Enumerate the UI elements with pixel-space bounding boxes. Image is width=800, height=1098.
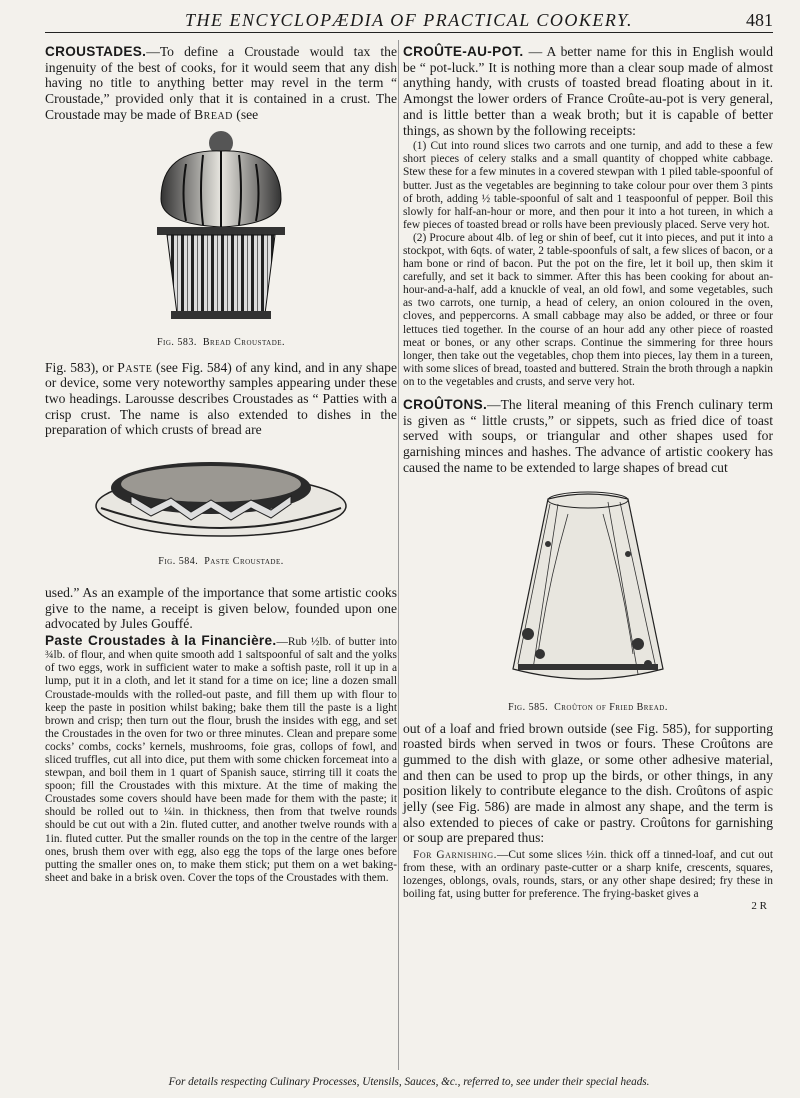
page-footer: For details respecting Culinary Processes, Utensils, Sauces, &c., referred to, see under their special heads.	[168, 1076, 650, 1088]
croute-receipt-1: (1) Cut into round slices two carrots and one turnip, and add to these a few short pieces of celery stalks and a small quantity of chopped white cabbage. Stew these for a few minutes in a covered stewpan with 1 piled table-spoonful of butter. Just as the vegetables are beginning to take colour pour over them 3 pints of broth, adding ½ table-spoonful of salt and 1 teaspoonful of pepper. Boil this slowly for half-an-hour or more, and then pour it into a hot tureen, in which a few pieces of toasted bread or rolls have been previously placed. Serve very hot.	[403, 140, 773, 231]
financiere-heading: Paste Croustades à la Financière.	[45, 633, 277, 649]
croustades-headword: CROUSTADES.	[45, 44, 147, 59]
croute-receipt-2: (2) Procure about 4lb. of leg or shin of beef, cut it into pieces, and put it into a stockpot, with 6qts. of water, 2 table-spoonfuls of salt, a few slices of bacon, or a ham bone or rind of bacon. Put the pot on the fire, let it boil up, then skim it carefully, and set it back to simmer. After this has been cooking for about an-hour-and-a-half, add a knuckle of veal, an old fowl, and some vegetables, such as two carrots, one turnip, a head of celery, an onion coloured in the oven, cloves, and peppercorns. A small cabbage may also be added, or three or four lettuces tied together. In the course of an hour add any other piece of roasted meat or bones, or any other scraps. Continue the simmering for three hours longer, then take out the vegetables, chop them into pieces, lay them in a tureen, with some slices of bread, toasted and buttered. Strain the broth through a napkin on to the vegetables and crusts, and serve very hot.	[403, 231, 773, 388]
figure-585-crouton	[403, 484, 773, 713]
page-number: 481	[746, 10, 773, 30]
bread-croustade-illustration	[131, 129, 311, 329]
signature-mark: 2 R	[751, 899, 767, 912]
left-column	[45, 44, 397, 885]
figure-584-caption: Fig. 584. Paste Croustade.	[158, 556, 284, 568]
figure-585-caption: Fig. 585. Croûton of Fried Bread.	[508, 701, 668, 713]
figure-584-paste-croustade	[45, 448, 397, 567]
column-rule	[398, 40, 399, 1070]
paste-croustade-illustration	[91, 448, 351, 548]
croustades-body: Fig. 583), or Paste (see Fig. 584) of any kind, and in any shape or device, some very noteworthy samples appearing under these two headings. Larousse describes Croustades as “ Patties with a crisp crust. The name is also extended to dishes in the preparation of which crusts of bread are	[45, 359, 397, 438]
right-column	[403, 44, 773, 912]
croute-au-pot-headword: CROÛTE-AU-POT.	[403, 44, 524, 59]
croustades-intro: CROUSTADES.—To define a Croustade would tax the ingenuity of the best of cooks, for it would seem that any dish having no title to anything better may revel in the term “ Croustade,” provided only that it is contained in a crust. The Croustade may be made of Bread (see	[45, 44, 397, 122]
crouton-illustration	[488, 484, 688, 694]
figure-583-bread-croustade	[45, 129, 397, 348]
croutons-headword: CROÛTONS.	[403, 397, 488, 412]
figure-583-caption: Fig. 583. Bread Croustade.	[156, 336, 286, 348]
garnishing-heading: For Garnishing.	[413, 849, 498, 862]
croutons-intro: CROÛTONS.—The literal meaning of this French culinary term is given as “ little crusts,” or sippets, such as fried dice of toast served with soups, or triangular and other shapes used for garnishing minces and hashes. The advance of artistic cookery has caused the name to be extended to large shapes of bread cut	[403, 397, 773, 475]
croute-au-pot-intro: CROÛTE-AU-POT. — A better name for this in English would be “ pot-luck.” It is nothing more than a clear soup made of almost anything handy, with crusts of toasted bread floating about in it. Amongst the lower orders of France Croûte-au-pot is very general, and is little better than a weak broth; but it is capable of better things, as shown by the following receipts:	[403, 44, 773, 138]
croutons-body: out of a loaf and fried brown outside (see Fig. 585), for supporting roasted birds when served in twos or fours. These Croûtons are gummed to the dish with glaze, or some other adhesive material, and then can be used to prop up the birds, or other things, in any position likely to contribute elegance to the dish. Croûtons of aspic jelly (see Fig. 586) are made in almost any shape, and the term is also extended to pieces of cake or pastry. Croûtons for garnishing or soup are prepared thus:	[403, 720, 773, 846]
financiere-recipe: Paste Croustades à la Financière.—Rub ½lb. of butter into ¾lb. of flour, and when quite smooth add 1 saltspoonful of salt and the yolks of two eggs, work in sufficient water to make a softish paste, roll it up in a lump, put it in a cloth, and let it stand for a time on ice; line a dozen small Croustade-moulds with the rolled-out paste, and fill them up with flour to keep the paste in position whilst baking; bake them till the paste is a light brown and crisp; then turn out the flour, brush the insides with egg, and set the Croustades in the oven for two or three minutes. Clean and prepare some cocks’ combs, cocks’ kernels, mushrooms, foie gras, collops of fowl, and sliced truffles, cut all into dice, put them with some chicken forcemeat into a stewpan, and boil them in 1 quart of Spanish sauce, stirring till it coats the spoon; fill the Croustades with this mixture. At the time of making the Croustades some covers should have been made for them with the paste; it should be rolled out to ¼in. in thickness, then from that twelve rounds should be cut out with a 2in. fluted cutter, and another twelve rounds with a 1in. fluted cutter. Put the smaller rounds on the top in the centre of the larger ones, brush them over with egg, also egg the tops of the large ones before putting the smaller ones on, to make them stick; put them on a wet baking-sheet and bake in a brisk oven. Cover the tops of the Croustades with them.	[45, 633, 397, 884]
garnishing-recipe: For Garnishing.—Cut some slices ½in. thick off a tinned-loaf, and cut out from these, with an ordinary paste-cutter or a sharp knife, crescents, squares, lozenges, oblongs, ovals, rounds, stars, or any other shape desired; fry these in boiling fat, using butter for preference. The frying-basket gives a	[403, 849, 773, 901]
page-header	[45, 8, 773, 33]
croustades-gouffe: used.” As an example of the importance that some artistic cooks give to the name, a receipt is given below, founded upon one advocated by Jules Gouffé.	[45, 585, 397, 632]
running-title: THE ENCYCLOPÆDIA OF PRACTICAL COOKERY.	[185, 10, 633, 30]
